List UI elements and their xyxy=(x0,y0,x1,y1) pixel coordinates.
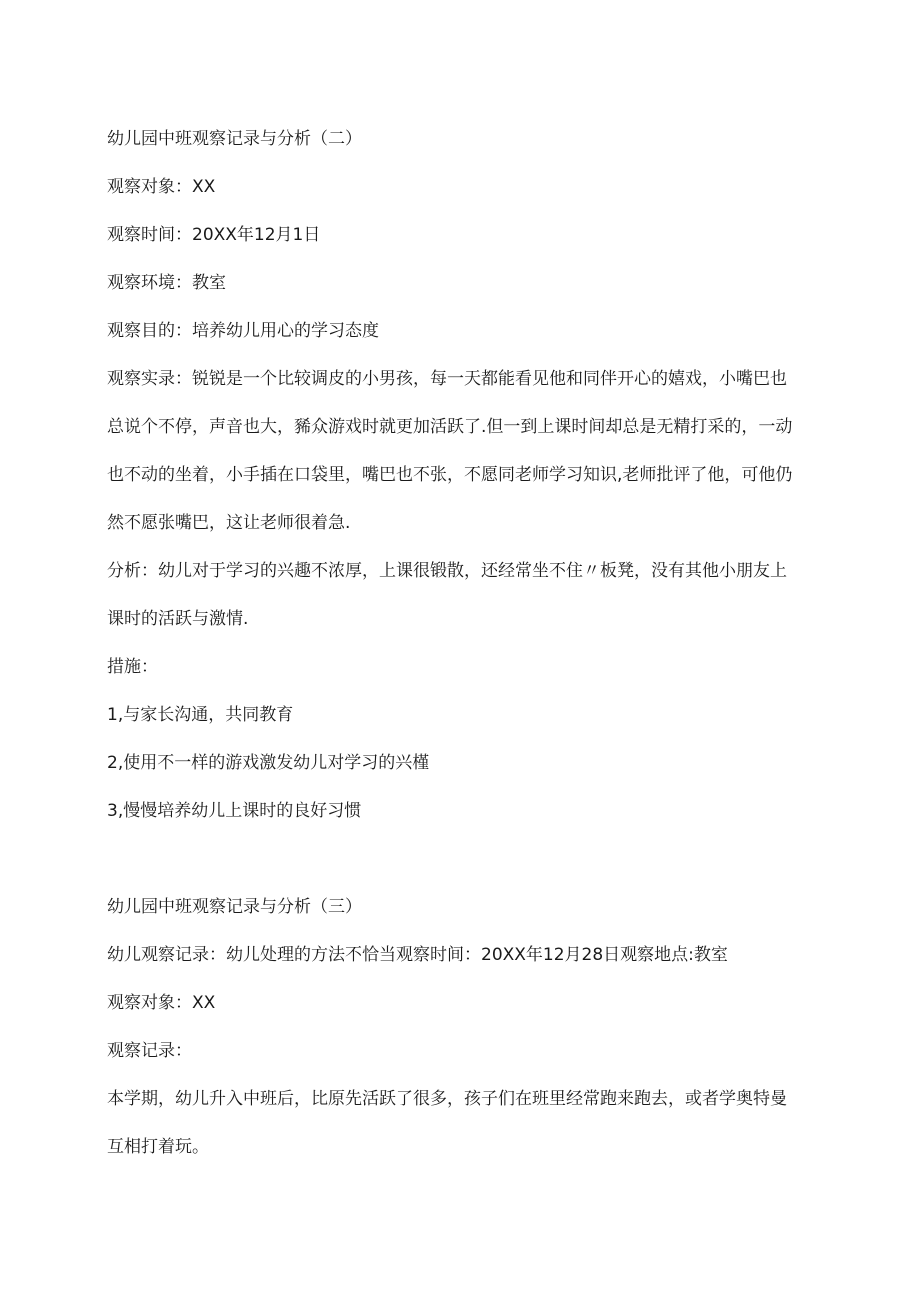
section2-environment: 观察环境：教室 xyxy=(107,273,226,293)
section3-record-line: 互相打着玩。 xyxy=(107,1137,209,1157)
section3-subject: 观察对象：XX xyxy=(107,993,216,1013)
section2-record-line: 总说个不停，声音也大，豨众游戏时就更加活跃了.但一到上课时间却总是无精打采的，一动 xyxy=(107,417,793,437)
section2-measure-item: 1,与家长沟通，共同教育 xyxy=(107,705,294,725)
section2-analysis-line: 课时的活跃与激情. xyxy=(107,609,249,629)
section2-record-line: 然不愿张嘴巴，这让老师很着急. xyxy=(107,513,351,533)
section2-measure-item: 2,使用不一样的游戏激发幼儿对学习的兴槿 xyxy=(107,753,430,773)
section3-title: 幼儿园中班观察记录与分析（三） xyxy=(107,897,362,917)
section2-measures-label: 措施： xyxy=(107,657,158,677)
section2-purpose: 观察目的：培养幼儿用心的学习态度 xyxy=(107,321,379,341)
section3-record-line: 本学期，幼儿升入中班后，比原先活跃了很多，孩子们在班里经常跑来跑去，或者学奥特曼 xyxy=(107,1089,787,1109)
section3-header-line: 幼儿观察记录：幼儿处理的方法不恰当观察时间：20XX年12月28日观察地点:教室 xyxy=(107,945,728,965)
section2-time: 观察时间：20XX年12月1日 xyxy=(107,225,321,245)
section2-record-line: 观察实录：锐锐是一个比较调皮的小男孩，每一天都能看见他和同伴开心的嬉戏，小嘴巴也 xyxy=(107,369,787,389)
section3-record-label: 观察记录： xyxy=(107,1041,192,1061)
section2-record-line: 也不动的坐着，小手插在口袋里，嘴巴也不张，不愿同老师学习知识,老师批评了他，可他仍 xyxy=(107,465,793,485)
section2-subject: 观察对象：XX xyxy=(107,177,216,197)
section2-measure-item: 3,慢慢培养幼儿上课时的良好习惯 xyxy=(107,801,362,821)
section2-title: 幼儿园中班观察记录与分析（二） xyxy=(107,129,362,149)
section2-analysis-line: 分析：幼儿对于学习的兴趣不浓厚，上课很锻散，还经常坐不住〃板凳，没有其他小朋友上 xyxy=(107,561,787,581)
